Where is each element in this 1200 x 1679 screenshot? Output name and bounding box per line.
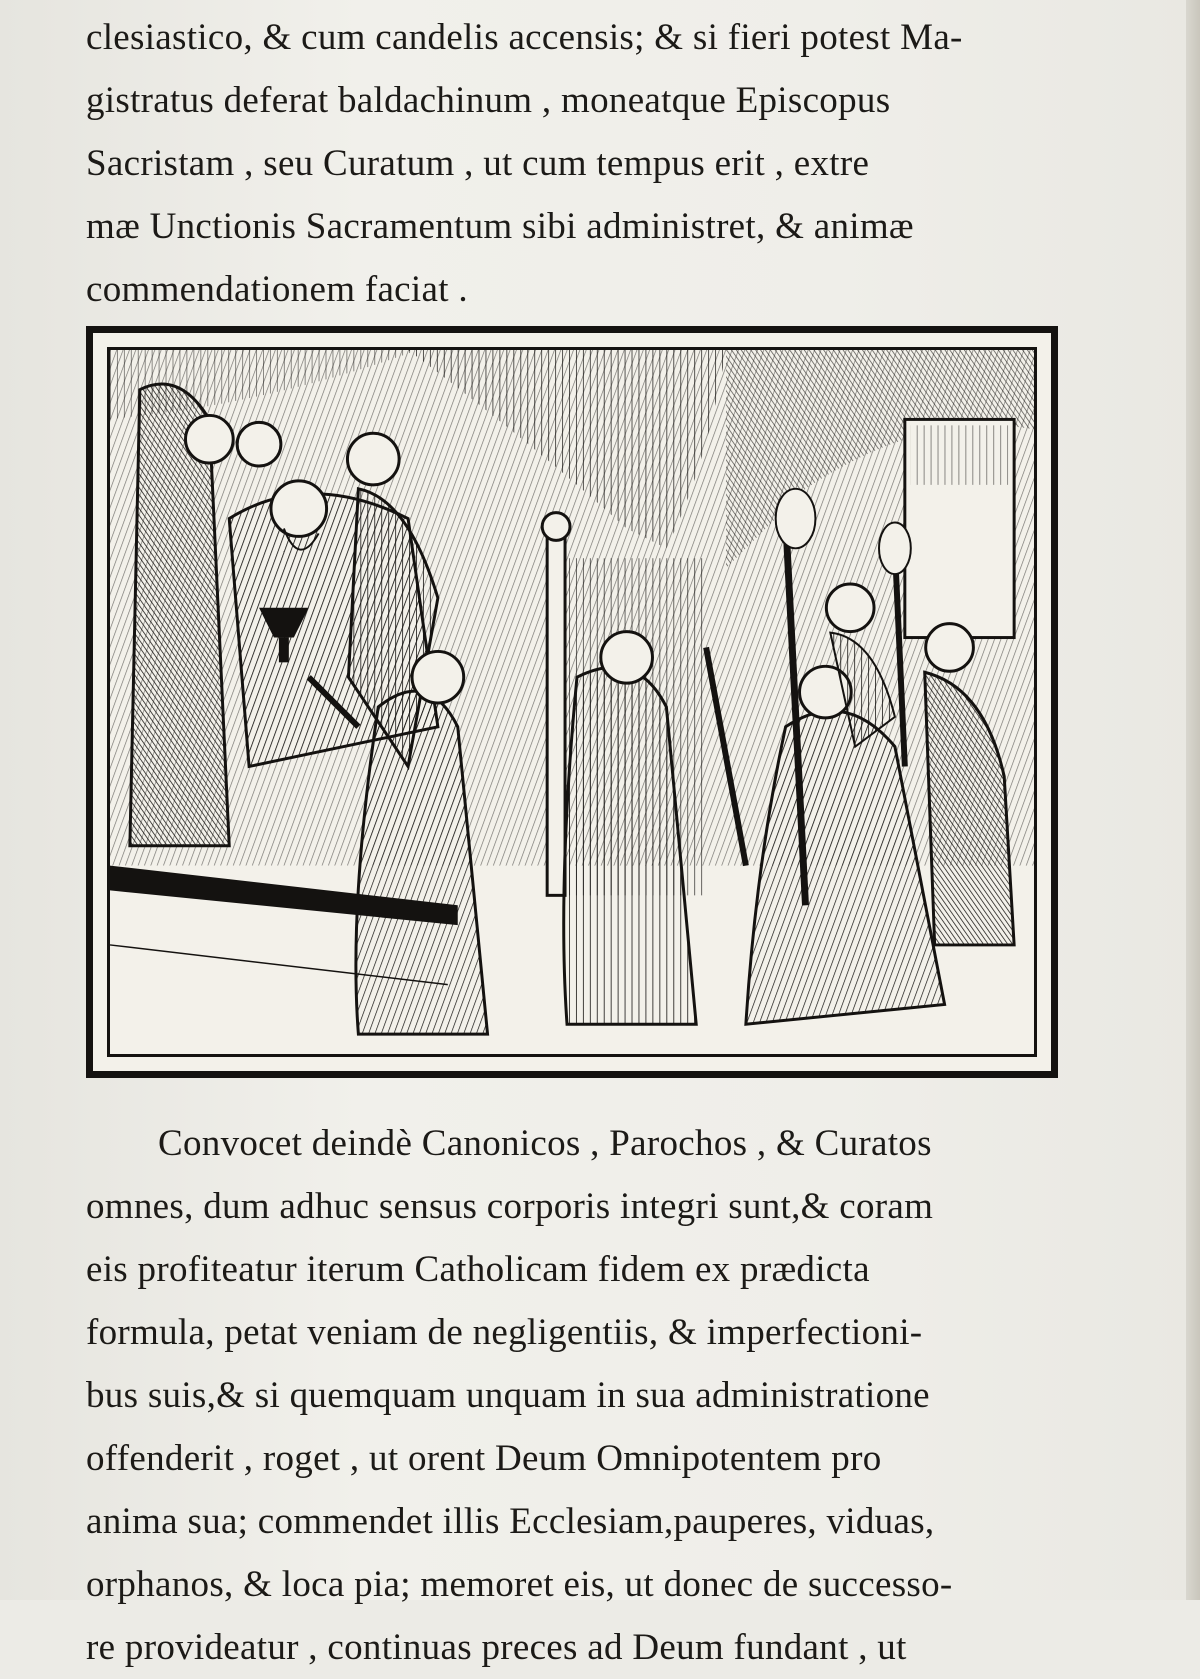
text-line: clesiastico, & cum candelis accensis; & si fieri potest Ma-: [86, 17, 963, 58]
text-line: re provideatur , continuas preces ad Deum fundant , ut: [86, 1627, 907, 1668]
text-line: Sacristam , seu Curatum , ut cum tempus erit , extre: [86, 143, 870, 184]
woodcut-drawing: [110, 350, 1034, 1054]
text-line: mæ Unctionis Sacramentum sibi administret, & animæ: [86, 206, 914, 247]
text-line: eis profiteatur iterum Catholicam fidem ex prædicta: [86, 1249, 870, 1290]
woodcut-image: [107, 347, 1037, 1057]
text-line: formula, petat veniam de negligentiis, & imperfectioni-: [86, 1312, 923, 1353]
text-line: commendationem faciat .: [86, 269, 468, 310]
top-paragraph: [86, 6, 1066, 321]
text-line: orphanos, & loca pia; memoret eis, ut donec de successo-: [86, 1564, 953, 1605]
text-line: anima sua; commendet illis Ecclesiam,pauperes, viduas,: [86, 1501, 935, 1542]
text-line: offenderit , roget , ut orent Deum Omnipotentem pro: [86, 1438, 882, 1479]
text-line: bus suis,& si quemquam unquam in sua administratione: [86, 1375, 930, 1416]
text-line: Convocet deindè Canonicos , Parochos , & Curatos: [158, 1123, 932, 1164]
page-edge: [1186, 0, 1200, 1600]
text-line: gistratus deferat baldachinum , moneatque Episcopus: [86, 80, 891, 121]
text-line: omnes, dum adhuc sensus corporis integri sunt,& coram: [86, 1186, 934, 1227]
bottom-paragraph: [86, 1112, 1066, 1679]
woodcut-illustration: [86, 326, 1058, 1078]
